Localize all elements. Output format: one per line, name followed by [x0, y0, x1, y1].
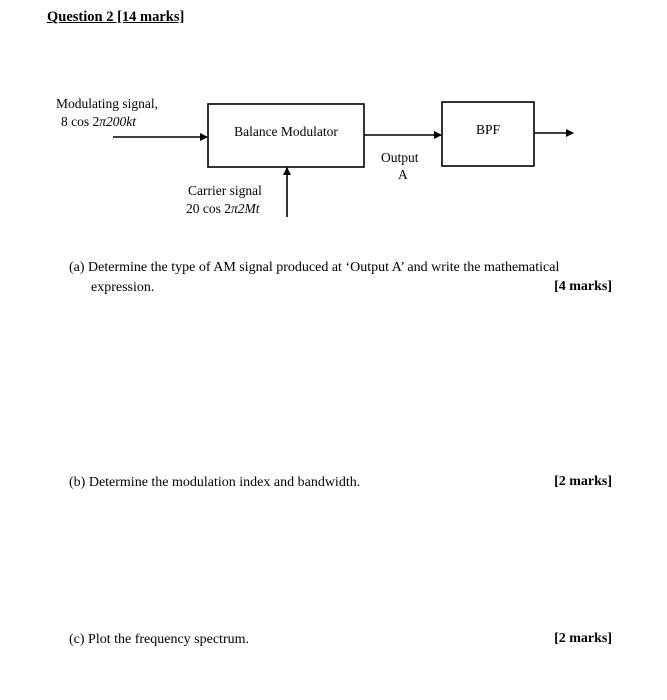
bpf-label: BPF — [475, 122, 501, 137]
part-a-label: (a) — [69, 260, 85, 275]
carrier-signal-label: Carrier signal — [188, 183, 262, 198]
carrier-expr-suffix: π2Mt — [231, 201, 260, 216]
part-a-text-line1: Determine the type of AM signal produced at ‘Output A’ and write the mathematical — [88, 260, 560, 275]
part-c-label: (c) — [69, 632, 85, 647]
modulating-expr-suffix: π200kt — [99, 114, 137, 129]
part-a — [69, 258, 614, 278]
part-c — [69, 630, 249, 650]
part-b-label: (b) — [69, 475, 86, 490]
part-b — [69, 473, 360, 493]
modulating-expr-prefix: 8 cos 2 — [61, 114, 100, 129]
output-label-line1: Output — [381, 150, 419, 165]
modulating-signal-expression — [61, 114, 136, 130]
part-b-marks: [2 marks] — [554, 474, 612, 489]
part-a-marks: [4 marks] — [554, 279, 612, 294]
balance-modulator-label: Balance Modulator — [234, 124, 338, 139]
part-b-text: Determine the modulation index and bandwidth. — [88, 475, 361, 490]
part-a-text-line2: expression. — [91, 280, 155, 295]
output-label-line2: A — [398, 167, 408, 182]
carrier-expr-prefix: 20 cos 2 — [186, 201, 231, 216]
carrier-signal-expression — [186, 201, 260, 217]
question-title: Question 2 [14 marks] — [47, 9, 185, 25]
modulating-signal-label: Modulating signal, — [56, 96, 158, 111]
part-c-text: Plot the frequency spectrum. — [88, 632, 249, 647]
part-c-marks: [2 marks] — [554, 631, 612, 646]
